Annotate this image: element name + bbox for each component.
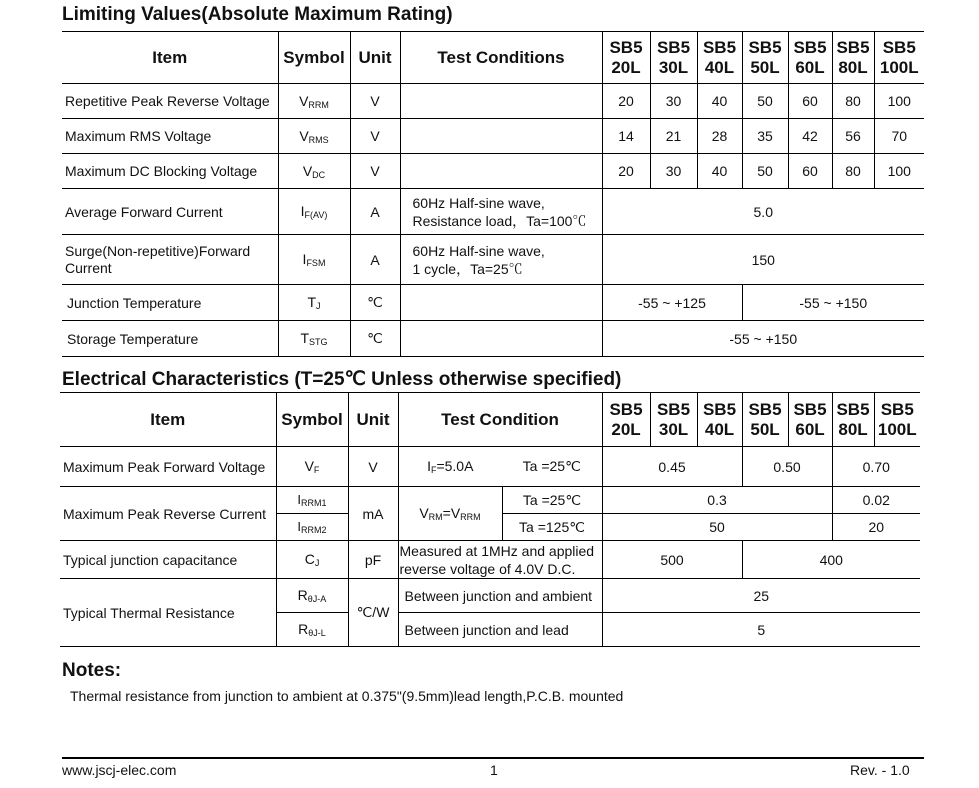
footer-page-number: 1 <box>490 762 498 778</box>
row-item: Maximum DC Blocking Voltage <box>62 154 278 189</box>
row-value: 40 <box>697 154 742 189</box>
notes-title: Notes: <box>62 660 122 681</box>
row-symbol: $R_{\theta J-A}$ <box>276 579 348 613</box>
row-value: 42 <box>788 119 832 154</box>
header-part: SB5 40L <box>697 393 742 447</box>
row-condition <box>400 154 602 189</box>
table-row <box>62 321 924 357</box>
row-value: 100 <box>874 84 924 119</box>
row-value: 5.0 <box>602 189 924 235</box>
row-value: 70 <box>874 119 924 154</box>
footer-revision: Rev. - 1.0 <box>850 762 910 778</box>
row-value: 30 <box>650 84 697 119</box>
row-item: Storage Temperature <box>62 321 278 357</box>
electrical-characteristics-title: Electrical Characteristics (T=25℃ Unless otherwise specified) <box>62 369 622 390</box>
header-unit: Unit <box>350 32 400 84</box>
row-condition: 60Hz Half-sine wave, Resistance load，Ta=100℃ <box>400 189 602 235</box>
row-item: Surge(Non-repetitive)Forward Current <box>62 235 278 285</box>
row-value: 25 <box>602 579 920 613</box>
table-row <box>60 541 920 579</box>
row-condition: Between junction and ambient <box>398 579 602 613</box>
row-value: 60 <box>788 84 832 119</box>
row-item: Average Forward Current <box>62 189 278 235</box>
row-condition: $V_{RM}=V_{RRM}$ <box>398 487 502 541</box>
header-test-condition: Test Condition <box>398 393 602 447</box>
table-row <box>60 447 920 487</box>
table-row <box>60 487 920 514</box>
row-value: 500 <box>602 541 742 579</box>
row-item: Repetitive Peak Reverse Voltage <box>62 84 278 119</box>
header-symbol: Symbol <box>278 32 350 84</box>
row-value: 56 <box>832 119 874 154</box>
footer-divider <box>62 757 924 759</box>
row-unit: V <box>350 119 400 154</box>
header-part: SB5 20L <box>602 393 650 447</box>
notes-text: Thermal resistance from junction to ambient at 0.375"(9.5mm)lead length,P.C.B. mounted <box>70 688 624 704</box>
table-row <box>60 579 920 613</box>
row-symbol: $V_F$ <box>276 447 348 487</box>
table-row <box>62 154 924 189</box>
row-condition: Ta =125℃ <box>502 514 602 541</box>
row-value: 35 <box>742 119 788 154</box>
row-unit: A <box>350 189 400 235</box>
row-condition: 60Hz Half-sine wave, 1 cycle，Ta=25℃ <box>400 235 602 285</box>
row-value: 0.45 <box>602 447 742 487</box>
row-value: -55 ~ +125 <box>602 285 742 321</box>
footer-website: www.jscj-elec.com <box>62 762 177 778</box>
header-part: SB5 80L <box>832 32 874 84</box>
table-row <box>62 189 924 235</box>
row-symbol: $I_{RRM2}$ <box>276 514 348 541</box>
row-item: Typical junction capacitance <box>60 541 276 579</box>
electrical-characteristics-table <box>60 392 920 647</box>
row-unit: ℃ <box>350 321 400 357</box>
header-part: SB5 60L <box>788 393 832 447</box>
row-symbol: $T_{STG}$ <box>278 321 350 357</box>
row-symbol: $T_J$ <box>278 285 350 321</box>
row-value: 40 <box>697 84 742 119</box>
row-value: -55 ~ +150 <box>602 321 924 357</box>
header-unit: Unit <box>348 393 398 447</box>
header-symbol: Symbol <box>276 393 348 447</box>
row-item: Junction Temperature <box>62 285 278 321</box>
row-value: -55 ~ +150 <box>742 285 924 321</box>
header-item: Item <box>62 32 278 84</box>
table-row <box>62 235 924 285</box>
row-value: 0.3 <box>602 487 832 514</box>
row-value: 20 <box>832 514 920 541</box>
row-value: 80 <box>832 154 874 189</box>
header-part: SB5 30L <box>650 32 697 84</box>
header-item: Item <box>60 393 276 447</box>
row-value: 28 <box>697 119 742 154</box>
limiting-values-title: Limiting Values(Absolute Maximum Rating) <box>62 4 453 25</box>
header-part: SB5 50L <box>742 393 788 447</box>
row-condition <box>400 285 602 321</box>
row-value: 20 <box>602 154 650 189</box>
row-item: Maximum RMS Voltage <box>62 119 278 154</box>
row-unit: V <box>350 154 400 189</box>
row-value: 5 <box>602 613 920 647</box>
row-value: 14 <box>602 119 650 154</box>
table-row <box>62 119 924 154</box>
row-symbol: $I_{FSM}$ <box>278 235 350 285</box>
row-condition: $I_F=5.0A$ <box>398 447 502 487</box>
row-value: 21 <box>650 119 697 154</box>
row-condition <box>400 84 602 119</box>
table-row <box>62 285 924 321</box>
row-value: 100 <box>874 154 924 189</box>
row-unit: A <box>350 235 400 285</box>
row-unit: ℃ <box>350 285 400 321</box>
row-value: 80 <box>832 84 874 119</box>
row-symbol: $V_{RMS}$ <box>278 119 350 154</box>
row-value: 0.70 <box>832 447 920 487</box>
row-condition <box>400 119 602 154</box>
row-condition: Ta =25℃ <box>502 487 602 514</box>
row-value: 0.50 <box>742 447 832 487</box>
header-part: SB5 20L <box>602 32 650 84</box>
table-row <box>62 84 924 119</box>
row-item: Maximum Peak Reverse Current <box>60 487 276 541</box>
row-symbol: $R_{\theta J-L}$ <box>276 613 348 647</box>
header-part: SB5 80L <box>832 393 874 447</box>
row-value: 20 <box>602 84 650 119</box>
row-symbol: $I_{F(AV)}$ <box>278 189 350 235</box>
row-value: 50 <box>742 84 788 119</box>
row-value: 0.02 <box>832 487 920 514</box>
row-value: 60 <box>788 154 832 189</box>
row-symbol: $V_{RRM}$ <box>278 84 350 119</box>
row-unit: ℃/W <box>348 579 398 647</box>
row-unit: V <box>350 84 400 119</box>
row-symbol: $I_{RRM1}$ <box>276 487 348 514</box>
header-test-conditions: Test Conditions <box>400 32 602 84</box>
row-unit: mA <box>348 487 398 541</box>
row-value: 400 <box>742 541 920 579</box>
header-part: SB5 60L <box>788 32 832 84</box>
row-condition <box>400 321 602 357</box>
header-part: SB5 40L <box>697 32 742 84</box>
header-part: SB5 50L <box>742 32 788 84</box>
limiting-values-table <box>62 31 924 357</box>
header-part: SB5 100L <box>874 32 924 84</box>
row-condition: Between junction and lead <box>398 613 602 647</box>
header-part: SB5 30L <box>650 393 697 447</box>
row-item: Maximum Peak Forward Voltage <box>60 447 276 487</box>
row-value: 150 <box>602 235 924 285</box>
row-value: 50 <box>742 154 788 189</box>
row-item: Typical Thermal Resistance <box>60 579 276 647</box>
row-unit: V <box>348 447 398 487</box>
header-part: SB5 100L <box>874 393 920 447</box>
row-value: 30 <box>650 154 697 189</box>
row-condition: Ta =25℃ <box>502 447 602 487</box>
row-symbol: $C_J$ <box>276 541 348 579</box>
row-unit: pF <box>348 541 398 579</box>
row-value: 50 <box>602 514 832 541</box>
row-condition: Measured at 1MHz and applied reverse voltage of 4.0V D.C. <box>398 541 602 579</box>
row-symbol: $V_{DC}$ <box>278 154 350 189</box>
